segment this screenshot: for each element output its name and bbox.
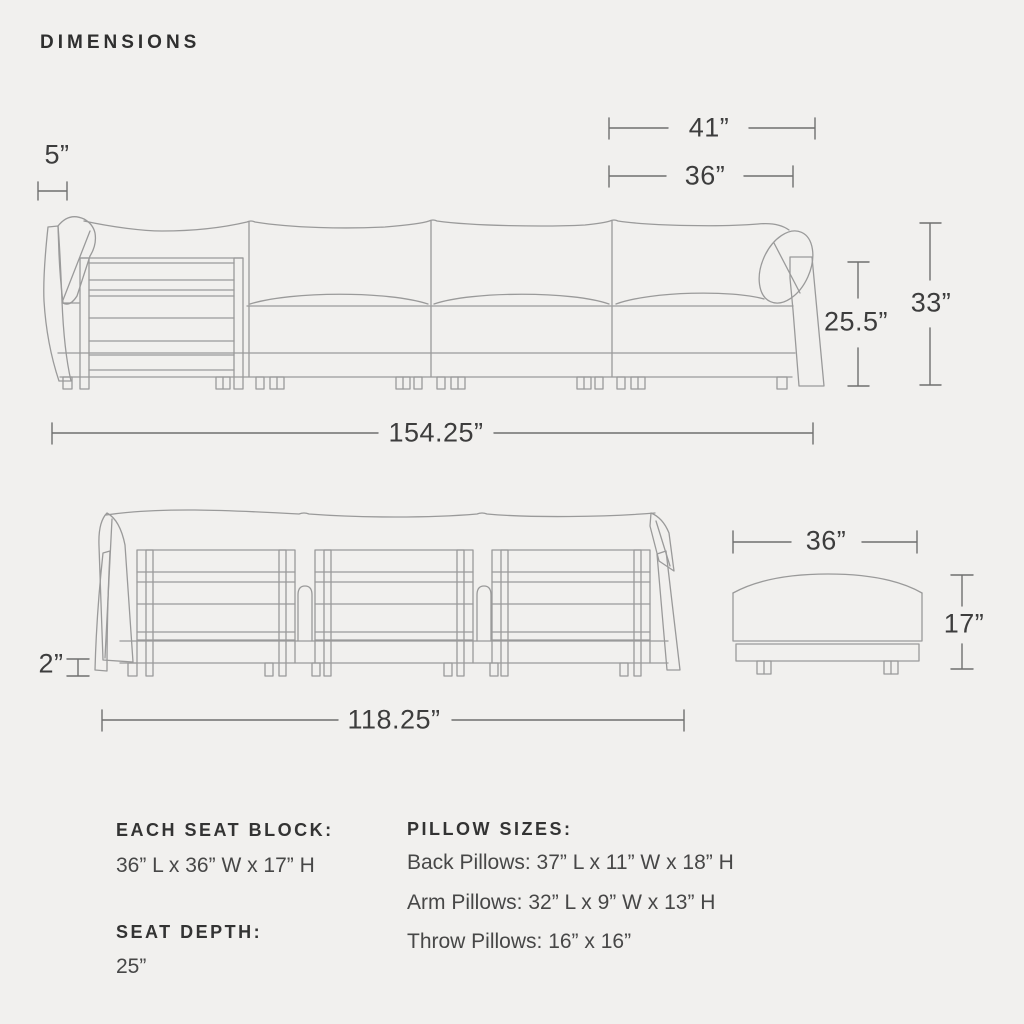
dim-label-back-depth: 5” <box>44 139 70 170</box>
seat-block-value: 36” L x 36” W x 17” H <box>116 854 315 877</box>
dim-label-seat-section-width: 36” <box>684 160 726 191</box>
seat-depth-heading: SEAT DEPTH: <box>116 922 263 942</box>
pillow-sizes-heading: PILLOW SIZES: <box>407 819 573 839</box>
pillow-size-arm: Arm Pillows: 32” L x 9” W x 13” H <box>407 891 716 914</box>
dim-label-leg-height: 2” <box>38 648 64 679</box>
page-title: DIMENSIONS <box>40 32 201 53</box>
sofa-front-view-drawing <box>44 217 824 389</box>
dim-line-back-depth <box>38 182 67 200</box>
dim-label-back-height: 25.5” <box>823 306 889 337</box>
dim-label-overall-height: 33” <box>910 287 952 318</box>
dim-label-back-length: 118.25” <box>347 704 441 735</box>
spec-column-right <box>407 819 734 954</box>
dim-line-leg-height <box>67 659 89 676</box>
dim-label-overall-length: 154.25” <box>388 417 484 448</box>
back-view-feet <box>128 663 628 676</box>
dimension-lines <box>38 118 973 731</box>
dim-label-ottoman-height: 17” <box>943 608 985 639</box>
seat-depth-value: 25” <box>116 955 147 978</box>
spec-column-left <box>116 820 334 979</box>
pillow-size-back: Back Pillows: 37” L x 11” W x 18” H <box>407 851 734 874</box>
sofa-back-view-drawing <box>95 510 680 676</box>
dim-label-arm-section-width: 41” <box>688 112 730 143</box>
pillow-size-throw: Throw Pillows: 16” x 16” <box>407 930 632 953</box>
seat-block-heading: EACH SEAT BLOCK: <box>116 820 334 840</box>
ottoman-drawing <box>733 574 922 674</box>
dim-label-ottoman-width: 36” <box>805 525 847 556</box>
front-view-feet <box>216 377 645 389</box>
